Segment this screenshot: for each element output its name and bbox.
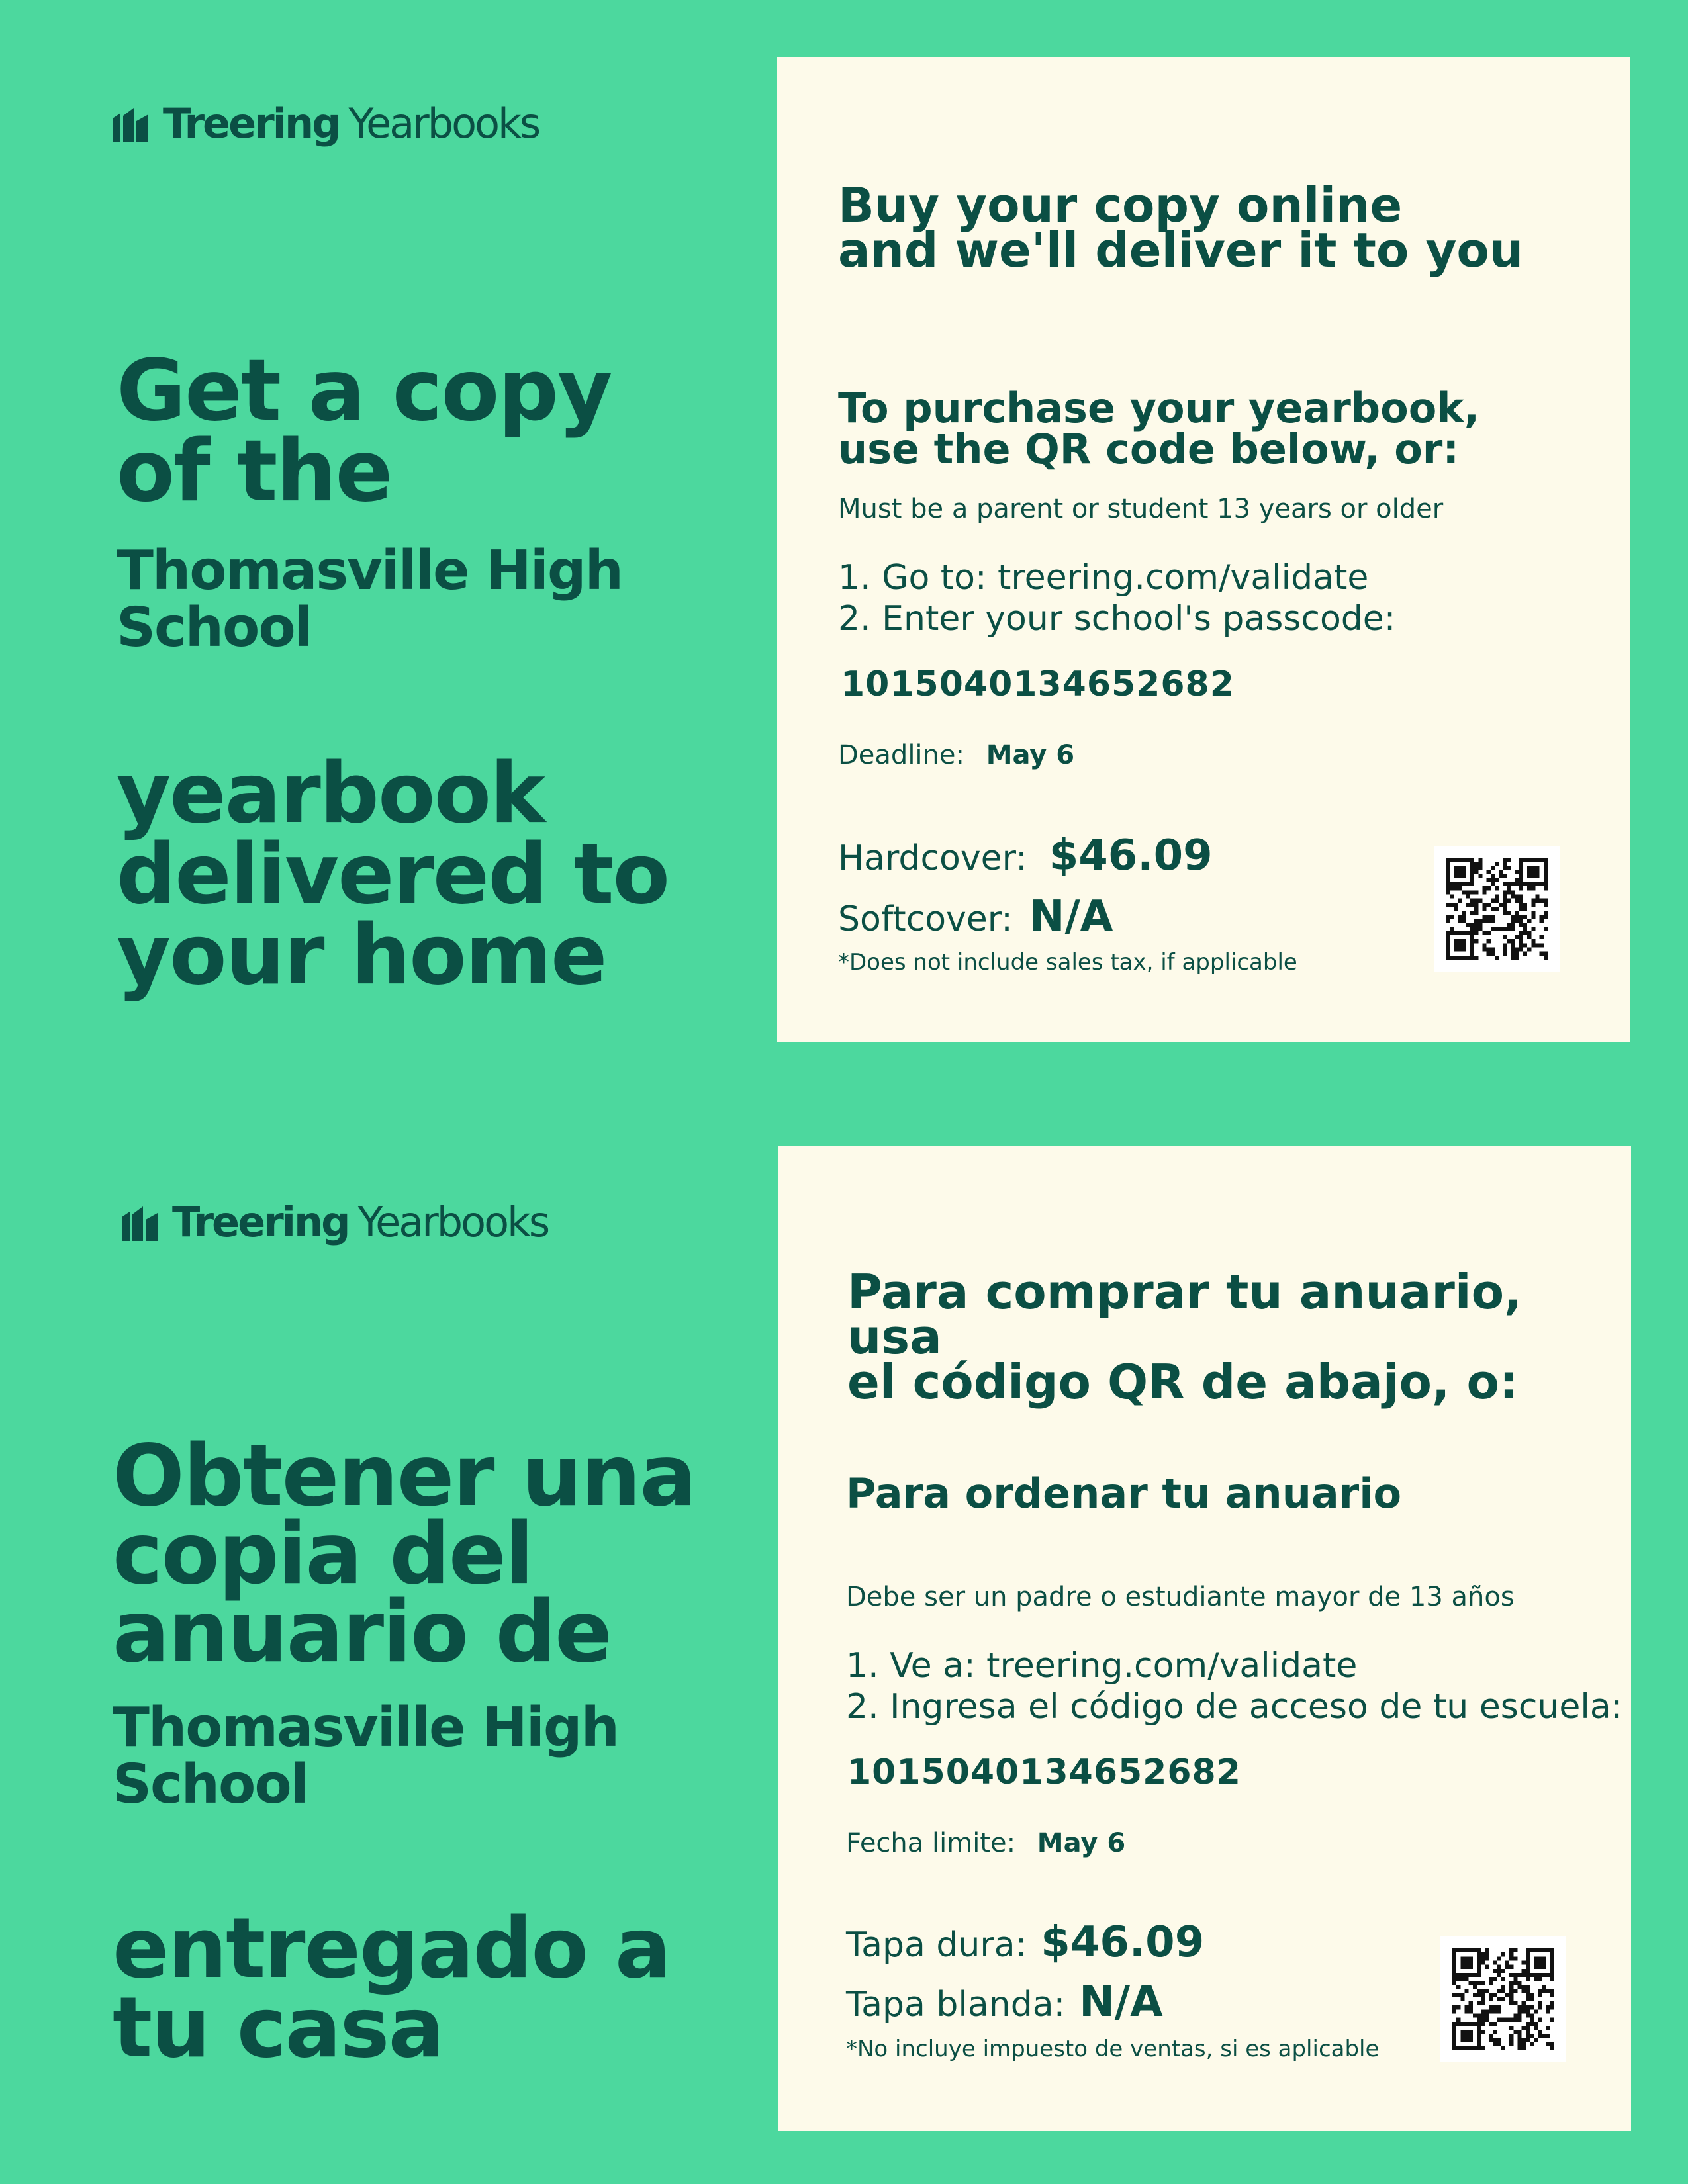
card-heading-line: Buy your copy online bbox=[838, 177, 1403, 233]
school-name bbox=[117, 539, 622, 659]
eligibility-note: Must be a parent or student 13 years or older bbox=[838, 494, 1444, 524]
hero-line: copia del bbox=[113, 1505, 533, 1604]
hardcover-label: Hardcover: bbox=[838, 839, 1027, 878]
card-subheading: Para ordenar tu anuario bbox=[846, 1469, 1402, 1518]
card-heading-line: el código QR de abajo, o: bbox=[847, 1354, 1519, 1410]
hardcover-label: Tapa dura: bbox=[846, 1925, 1027, 1965]
logo-text-light: Yearbooks bbox=[348, 99, 539, 148]
hero-tail-line: tu casa bbox=[113, 1979, 444, 2076]
step-1: 1. Ve a: treering.com/validate bbox=[846, 1646, 1358, 1686]
card-heading bbox=[838, 177, 1524, 278]
treering-logo-icon bbox=[111, 104, 151, 144]
purchase-steps bbox=[838, 557, 1395, 639]
qr-code-icon[interactable] bbox=[1440, 1936, 1566, 2062]
tax-note: *No incluye impuesto de ventas, si es aplicable bbox=[846, 2036, 1380, 2062]
qr-pattern bbox=[1446, 858, 1548, 960]
hardcover-price-row bbox=[846, 1918, 1204, 1967]
hero-tail-line: yearbook bbox=[117, 745, 544, 842]
hero-tail bbox=[113, 1899, 670, 2076]
deadline-value: May 6 bbox=[986, 740, 1075, 770]
step-2: 2. Enter your school's passcode: bbox=[838, 599, 1396, 639]
eligibility-note: Debe ser un padre o estudiante mayor de 13 años bbox=[846, 1582, 1515, 1612]
school-name-line: Thomasville High bbox=[113, 1696, 618, 1759]
card-heading-line: and we'll deliver it to you bbox=[838, 222, 1524, 278]
hardcover-price-row bbox=[838, 831, 1213, 880]
hardcover-price: $46.09 bbox=[1049, 831, 1213, 880]
school-name bbox=[113, 1696, 618, 1816]
purchase-card bbox=[778, 1146, 1631, 2131]
hero-line: anuario de bbox=[113, 1583, 611, 1682]
hero-tail bbox=[117, 745, 669, 1003]
hardcover-price: $46.09 bbox=[1041, 1918, 1205, 1967]
treering-logo bbox=[111, 99, 539, 148]
step-2: 2. Ingresa el código de acceso de tu escuela: bbox=[846, 1687, 1623, 1727]
deadline bbox=[846, 1828, 1125, 1858]
school-passcode: 1015040134652682 bbox=[847, 1752, 1241, 1792]
hero-heading bbox=[113, 1427, 696, 1682]
tax-note: *Does not include sales tax, if applicable bbox=[838, 949, 1297, 976]
softcover-price-row bbox=[838, 892, 1113, 941]
card-heading bbox=[847, 1264, 1631, 1410]
hero-heading bbox=[117, 341, 612, 521]
logo-text-light: Yearbooks bbox=[357, 1198, 549, 1246]
deadline-label: Fecha limite: bbox=[846, 1828, 1016, 1858]
treering-logo-icon bbox=[120, 1203, 160, 1242]
card-heading-line: Para comprar tu anuario, usa bbox=[847, 1264, 1523, 1365]
hero-line: of the bbox=[117, 422, 392, 521]
purchase-steps bbox=[846, 1645, 1622, 1727]
deadline-value: May 6 bbox=[1037, 1828, 1126, 1858]
softcover-price-row bbox=[846, 1978, 1163, 2026]
hero-tail-line: delivered to bbox=[117, 825, 669, 923]
school-name-line: School bbox=[117, 596, 312, 659]
school-name-line: School bbox=[113, 1753, 308, 1816]
purchase-card bbox=[777, 57, 1630, 1042]
hero-tail-line: your home bbox=[117, 906, 606, 1003]
hero-line: Obtener una bbox=[113, 1427, 696, 1525]
qr-code-icon[interactable] bbox=[1434, 846, 1560, 972]
deadline-label: Deadline: bbox=[838, 740, 964, 770]
step-1: 1. Go to: treering.com/validate bbox=[838, 558, 1369, 598]
qr-pattern bbox=[1452, 1948, 1554, 2050]
logo-text-bold: Treering bbox=[172, 1198, 349, 1246]
softcover-price: N/A bbox=[1029, 892, 1113, 941]
school-name-line: Thomasville High bbox=[117, 539, 622, 602]
softcover-label: Tapa blanda: bbox=[846, 1985, 1066, 2025]
logo-text-bold: Treering bbox=[163, 99, 340, 148]
hero-line: Get a copy bbox=[117, 341, 612, 440]
treering-logo bbox=[120, 1198, 548, 1246]
hero-tail-line: entregado a bbox=[113, 1899, 670, 1997]
softcover-label: Softcover: bbox=[838, 899, 1013, 939]
card-subheading-line: use the QR code below, or: bbox=[838, 425, 1460, 473]
card-subheading-line: To purchase your yearbook, bbox=[838, 384, 1480, 432]
deadline bbox=[838, 740, 1074, 770]
softcover-price: N/A bbox=[1079, 1978, 1163, 2026]
card-subheading bbox=[838, 384, 1480, 473]
school-passcode: 1015040134652682 bbox=[841, 664, 1235, 704]
